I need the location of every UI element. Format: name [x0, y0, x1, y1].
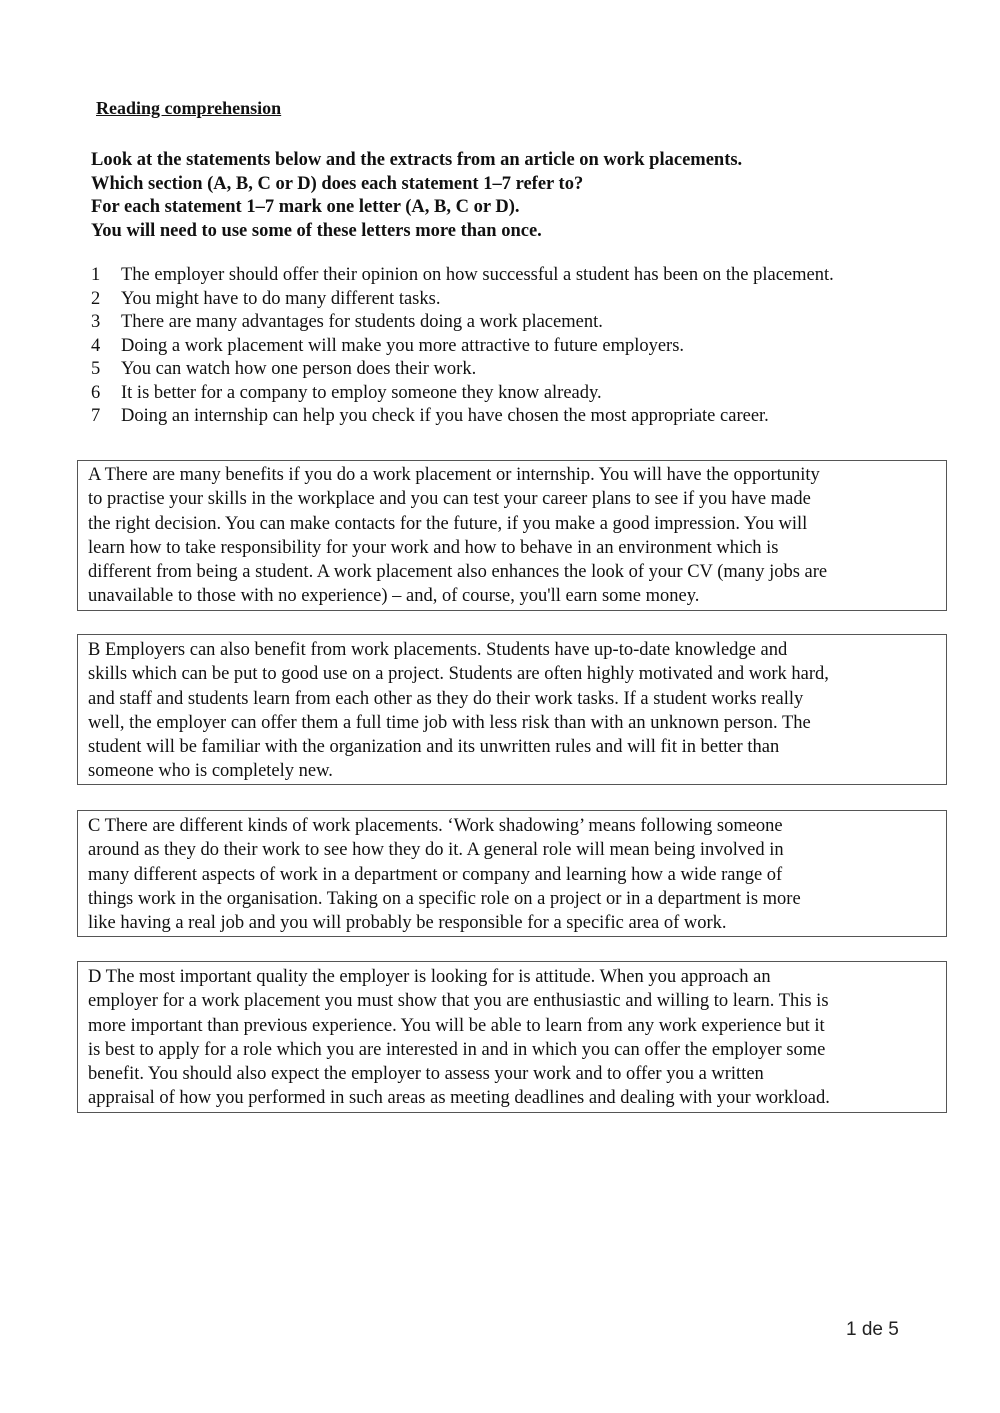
section-b-line: skills which can be put to good use on a project. Students are often highly motivated and work hard, [88, 664, 829, 685]
instructions [91, 149, 951, 243]
section-b-line: someone who is completely new. [88, 761, 333, 782]
instruction-line: You will need to use some of these letters more than once. [91, 220, 542, 241]
section-b-box [77, 634, 947, 785]
instruction-line: For each statement 1–7 mark one letter (A, B, C or D). [91, 197, 520, 217]
section-d-line: D The most important quality the employer is looking for is attitude. When you approach an [88, 967, 771, 987]
section-a-line: unavailable to those with no experience) – and, of course, you'll earn some money. [88, 586, 700, 607]
section-b-line: and staff and students learn from each other as they do their work tasks. If a student works really [88, 688, 804, 709]
statement-item [91, 311, 971, 335]
statement-number: 3 [91, 312, 101, 332]
statement-text: It is better for a company to employ someone they know already. [121, 382, 602, 403]
statement-number: 2 [91, 288, 101, 309]
statement-item [91, 335, 971, 359]
instruction-line: Look at the statements below and the extracts from an article on work placements. [91, 150, 743, 170]
section-a-line: to practise your skills in the workplace and you can test your career plans to see if you have made [88, 489, 811, 510]
section-d-box [77, 961, 947, 1113]
statement-number: 1 [91, 265, 101, 285]
statement-text: Doing a work placement will make you more attractive to future employers. [121, 335, 685, 356]
instruction-line: Which section (A, B, C or D) does each statement 1–7 refer to? [91, 173, 584, 194]
statement-list [91, 264, 971, 429]
statement-item [91, 405, 971, 429]
page-heading: Reading comprehension [96, 98, 282, 118]
section-b-line: well, the employer can offer them a full time job with less risk than with an unknown person. The [88, 712, 811, 733]
statement-number: 7 [91, 406, 101, 426]
statement-item [91, 264, 971, 288]
statement-number: 6 [91, 382, 101, 403]
section-a-line: different from being a student. A work placement also enhances the look of your CV (many jobs are [88, 562, 828, 583]
page-number: 1 de 5 [846, 1319, 899, 1340]
section-a-line: A There are many benefits if you do a work placement or internship. You will have the opportunity [88, 465, 820, 485]
statement-text: You can watch how one person does their work. [121, 359, 477, 379]
statement-item [91, 382, 971, 406]
section-d-line: is best to apply for a role which you are interested in and in which you can offer the employer some [88, 1039, 826, 1060]
section-c-line: many different aspects of work in a department or company and learning how a wide range of [88, 864, 783, 885]
section-d-line: more important than previous experience. You will be able to learn from any work experience but it [88, 1015, 825, 1036]
section-c-line: things work in the organisation. Taking on a specific role on a project or in a department is more [88, 888, 801, 909]
section-b-line: B Employers can also benefit from work placements. Students have up-to-date knowledge and [88, 640, 788, 660]
section-d-line: appraisal of how you performed in such areas as meeting deadlines and dealing with your workload. [88, 1088, 830, 1109]
section-c-box [77, 810, 947, 937]
statement-item [91, 288, 971, 312]
statement-number: 4 [91, 335, 101, 356]
statement-text: You might have to do many different tasks. [121, 288, 441, 309]
section-a-line: the right decision. You can make contacts for the future, if you make a good impression. You will [88, 513, 808, 534]
section-a-line: learn how to take responsibility for your work and how to behave in an environment which is [88, 537, 779, 558]
statement-text: Doing an internship can help you check if you have chosen the most appropriate career. [121, 406, 769, 426]
section-c-line: C There are different kinds of work placements. ‘Work shadowing’ means following someone [88, 816, 783, 836]
section-d-line: employer for a work placement you must show that you are enthusiastic and willing to learn. This is [88, 991, 829, 1012]
statement-item [91, 358, 971, 382]
statement-text: There are many advantages for students doing a work placement. [121, 312, 603, 332]
section-d-line: benefit. You should also expect the employer to assess your work and to offer you a written [88, 1064, 764, 1085]
statement-number: 5 [91, 359, 101, 379]
section-a-box [77, 460, 947, 611]
section-b-line: student will be familiar with the organization and its unwritten rules and will fit in better than [88, 737, 780, 758]
section-c-line: around as they do their work to see how they do it. A general role will mean being involved in [88, 840, 784, 861]
statement-text: The employer should offer their opinion on how successful a student has been on the placement. [121, 265, 834, 285]
section-c-line: like having a real job and you will probably be responsible for a specific area of work. [88, 913, 727, 934]
